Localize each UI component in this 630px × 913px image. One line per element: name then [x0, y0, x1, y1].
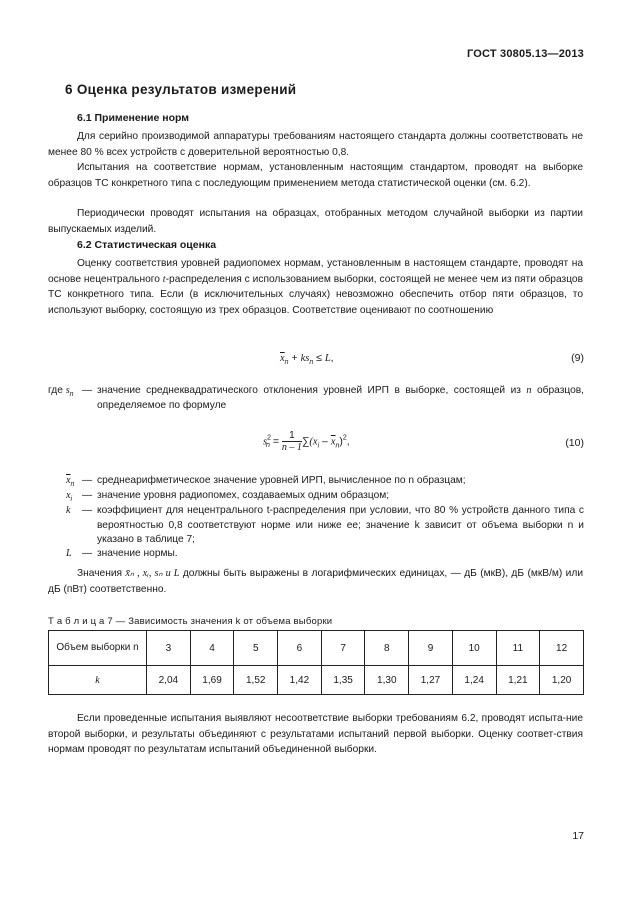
subsection-6-1-title: 6.1 Применение норм: [77, 112, 190, 124]
table-cell: 1,20: [540, 666, 584, 695]
page-number: 17: [572, 830, 584, 842]
table-cell: 1,69: [190, 666, 234, 695]
equation-10: $s^2_n$ = $\frac{1}{n - 1}$ $\sum(x_i - \overline{x}_n)^2$,: [263, 430, 350, 453]
paragraph-6-1-1: Для серийно производимой аппаратуры требованиям настоящего стандарта должны соответствовать не менее 80 % всех устройств с доверительной вероятностью 0,8.: [48, 131, 583, 158]
table-header-n: Объем выборки n: [49, 631, 147, 666]
table-cell: 1,24: [452, 666, 496, 695]
fraction: $\frac{1}{n - 1}$: [281, 430, 302, 453]
table-cell: 1,27: [409, 666, 453, 695]
table-caption: Т а б л и ц а 7 — Зависимость значения k от объема выборки: [48, 616, 333, 627]
table-cell: 6: [278, 631, 322, 666]
document-header: ГОСТ 30805.13—2013: [466, 48, 584, 60]
table-cell: 8: [365, 631, 409, 666]
paragraph-6-1-2: Испытания на соответствие нормам, установленным настоящим стандартом, проводят на выборке образцов ТС конкретного типа с последующим применением метода статистической оценки (см. 6.2).: [48, 162, 583, 189]
table-cell: 11: [496, 631, 540, 666]
equation-9: $\overline{x}_n + ks_n \le L$,: [280, 352, 334, 366]
paragraph-units: Значения x̄ₙ , xᵢ, sₙ и L должны быть выражены в логарифмических единицах, — дБ (мкВ), дБ (мкВ/м) или дБ (пВт) соответственно.: [48, 568, 584, 595]
definition-k: k — коэффициент для нецентрального t-распределения при условии, что 80 % устройств данного типа с вероятностью 0,8 соответствуют норме или ниже ее; значение k зависит от объема выборки n и указано в таблице 7;: [66, 505, 584, 545]
table-cell: 4: [190, 631, 234, 666]
table-cell: 10: [452, 631, 496, 666]
table-cell: 12: [540, 631, 584, 666]
definition-l: L — значение нормы.: [66, 548, 178, 559]
table-cell: 1,42: [278, 666, 322, 695]
table-cell: 9: [409, 631, 453, 666]
table-cell: 1,52: [234, 666, 278, 695]
table-cell: 3: [147, 631, 191, 666]
paragraph-6-1-3: Периодически проводят испытания на образцах, отобранных методом случайной выборки из партии выпускаемых изделий.: [48, 208, 583, 235]
table-header-k: k: [49, 666, 147, 695]
table-cell: 1,21: [496, 666, 540, 695]
table-cell: 1,35: [321, 666, 365, 695]
subsection-6-2-title: 6.2 Статистическая оценка: [77, 239, 217, 251]
table-7: [48, 630, 584, 695]
table-cell: 2,04: [147, 666, 191, 695]
equation-10-number: (10): [565, 437, 584, 449]
paragraph-6-2-1: Оценку соответствия уровней радиопомех нормам, установленным в настоящем стандарте, проводят на основе нецентрального t-распределения с использованием выборки, состоящей не менее чем из пяти образцов ТС конкретного типа. Если (в исключительных случаях) невозможно обеспечить отбор пяти образцов, то используют выборку, состоящую из трех образцов. Соответствие оценивают по соотношению: [48, 258, 583, 316]
paragraph-final: Если проведенные испытания выявляют несоответствие выборки требованиям 6.2, проводят испыта-ние второй выборки, и результаты объединяют с результатами испытаний первой выборки. Оценку соответ-ствия нормам проводят по результатам испытаний объединенной выборки.: [48, 713, 583, 755]
section-title: 6 Оценка результатов измерений: [65, 82, 297, 97]
definition-xi: $x_i$ — значение уровня радиопомех, создаваемых одним образцом;: [66, 490, 390, 503]
definition-xn: $\overline{x}_n$ — среднеарифметическое значение уровней ИРП, вычисленное по n образцам;: [66, 475, 466, 488]
table-cell: 1,30: [365, 666, 409, 695]
table-cell: 5: [234, 631, 278, 666]
definition-sn: где $s_n$ — значение среднеквадратического отклонения уровней ИРП в выборке, состоящей из n образцов, определяемое по формуле: [48, 385, 584, 411]
table-cell: 7: [321, 631, 365, 666]
equation-9-number: (9): [571, 352, 584, 364]
table-row: [49, 631, 584, 666]
table-row: [49, 666, 584, 695]
